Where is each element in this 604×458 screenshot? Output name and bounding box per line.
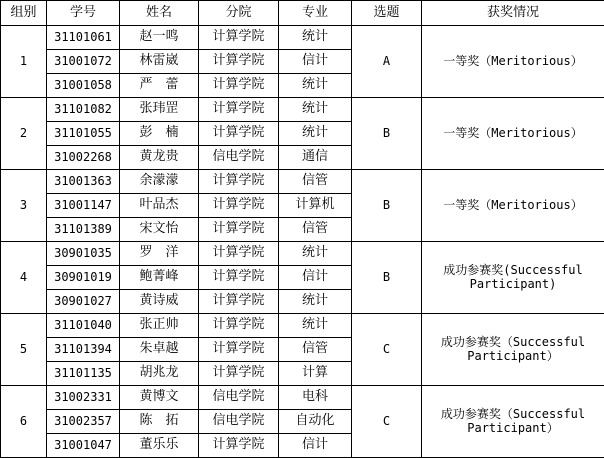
college: 计算学院 [199, 338, 279, 362]
award [422, 26, 604, 98]
award-line: Participant） [467, 348, 559, 363]
college: 计算学院 [199, 50, 279, 74]
major: 信计 [279, 266, 352, 290]
header-row [1, 1, 604, 26]
award [422, 386, 604, 458]
award-line: 成功参赛奖（Successful [440, 335, 586, 350]
major: 统计 [279, 290, 352, 314]
student-name: 宋文怡 [120, 218, 199, 242]
college: 信电学院 [199, 146, 279, 170]
header-college: 分院 [199, 1, 279, 26]
student-id: 31101135 [47, 362, 120, 386]
student-id: 30901035 [47, 242, 120, 266]
student-id: 31002268 [47, 146, 120, 170]
student-id: 30901027 [47, 290, 120, 314]
header-student-id: 学号 [47, 1, 120, 26]
college: 信电学院 [199, 410, 279, 434]
table-body [1, 26, 604, 458]
award-line: 一等奖（Meritorious） [443, 125, 583, 140]
major: 信管 [279, 338, 352, 362]
topic: C [352, 386, 422, 458]
table-row [1, 242, 604, 266]
table-row [1, 314, 604, 338]
award [422, 170, 604, 242]
college: 计算学院 [199, 218, 279, 242]
major: 电科 [279, 386, 352, 410]
major: 自动化 [279, 410, 352, 434]
college: 计算学院 [199, 74, 279, 98]
student-name: 陈 拓 [120, 410, 199, 434]
header-group: 组别 [1, 1, 47, 26]
major: 统计 [279, 122, 352, 146]
student-name: 赵一鸣 [120, 26, 199, 50]
college: 计算学院 [199, 242, 279, 266]
student-id: 31001058 [47, 74, 120, 98]
topic: B [352, 170, 422, 242]
major: 信计 [279, 434, 352, 458]
major: 计算 [279, 362, 352, 386]
topic: B [352, 98, 422, 170]
student-name: 黄诗威 [120, 290, 199, 314]
award-line: 成功参赛奖（Successful [440, 407, 586, 422]
student-name: 余濛濛 [120, 170, 199, 194]
table-row [1, 98, 604, 122]
major: 统计 [279, 26, 352, 50]
college: 计算学院 [199, 314, 279, 338]
college: 计算学院 [199, 170, 279, 194]
major: 信管 [279, 170, 352, 194]
student-id: 31001363 [47, 170, 120, 194]
college: 计算学院 [199, 98, 279, 122]
college: 计算学院 [199, 290, 279, 314]
group-number: 5 [1, 314, 47, 386]
topic: A [352, 26, 422, 98]
student-id: 31002357 [47, 410, 120, 434]
student-id: 31101394 [47, 338, 120, 362]
header-topic: 选题 [352, 1, 422, 26]
group-number: 1 [1, 26, 47, 98]
award-line: 成功参赛奖(Successful [443, 263, 583, 278]
group-number: 6 [1, 386, 47, 458]
college: 计算学院 [199, 194, 279, 218]
college: 计算学院 [199, 362, 279, 386]
student-id: 31101061 [47, 26, 120, 50]
student-id: 31101040 [47, 314, 120, 338]
student-name: 朱卓越 [120, 338, 199, 362]
student-name: 鲍菁峰 [120, 266, 199, 290]
topic: B [352, 242, 422, 314]
award [422, 314, 604, 386]
student-name: 张正帅 [120, 314, 199, 338]
student-name: 董乐乐 [120, 434, 199, 458]
student-id: 31001047 [47, 434, 120, 458]
college: 计算学院 [199, 434, 279, 458]
student-id: 31101055 [47, 122, 120, 146]
college: 计算学院 [199, 122, 279, 146]
student-name: 彭 楠 [120, 122, 199, 146]
major: 统计 [279, 242, 352, 266]
college: 计算学院 [199, 266, 279, 290]
award [422, 242, 604, 314]
major: 信计 [279, 50, 352, 74]
topic: C [352, 314, 422, 386]
student-id: 30901019 [47, 266, 120, 290]
award [422, 98, 604, 170]
student-name: 张玮罡 [120, 98, 199, 122]
student-name: 严 蕾 [120, 74, 199, 98]
student-id: 31001147 [47, 194, 120, 218]
award-line: 一等奖（Meritorious） [443, 53, 583, 68]
major: 统计 [279, 314, 352, 338]
group-number: 4 [1, 242, 47, 314]
student-name: 胡兆龙 [120, 362, 199, 386]
college: 计算学院 [199, 26, 279, 50]
student-id: 31101082 [47, 98, 120, 122]
table-row [1, 170, 604, 194]
header-award: 获奖情况 [422, 1, 604, 26]
major: 信管 [279, 218, 352, 242]
header-name: 姓名 [120, 1, 199, 26]
student-name: 黄博文 [120, 386, 199, 410]
student-id: 31001072 [47, 50, 120, 74]
table-row [1, 26, 604, 50]
award-line: Participant） [467, 420, 559, 435]
group-number: 2 [1, 98, 47, 170]
award-line: Participant) [469, 276, 557, 291]
student-name: 罗 洋 [120, 242, 199, 266]
group-number: 3 [1, 170, 47, 242]
award-line: 一等奖（Meritorious） [443, 197, 583, 212]
major: 计算机 [279, 194, 352, 218]
college: 信电学院 [199, 386, 279, 410]
header-major: 专业 [279, 1, 352, 26]
student-id: 31101389 [47, 218, 120, 242]
student-name: 叶品杰 [120, 194, 199, 218]
major: 通信 [279, 146, 352, 170]
table-row [1, 386, 604, 410]
student-id: 31002331 [47, 386, 120, 410]
major: 统计 [279, 74, 352, 98]
student-name: 黄龙贵 [120, 146, 199, 170]
student-name: 林雷崴 [120, 50, 199, 74]
major: 统计 [279, 98, 352, 122]
